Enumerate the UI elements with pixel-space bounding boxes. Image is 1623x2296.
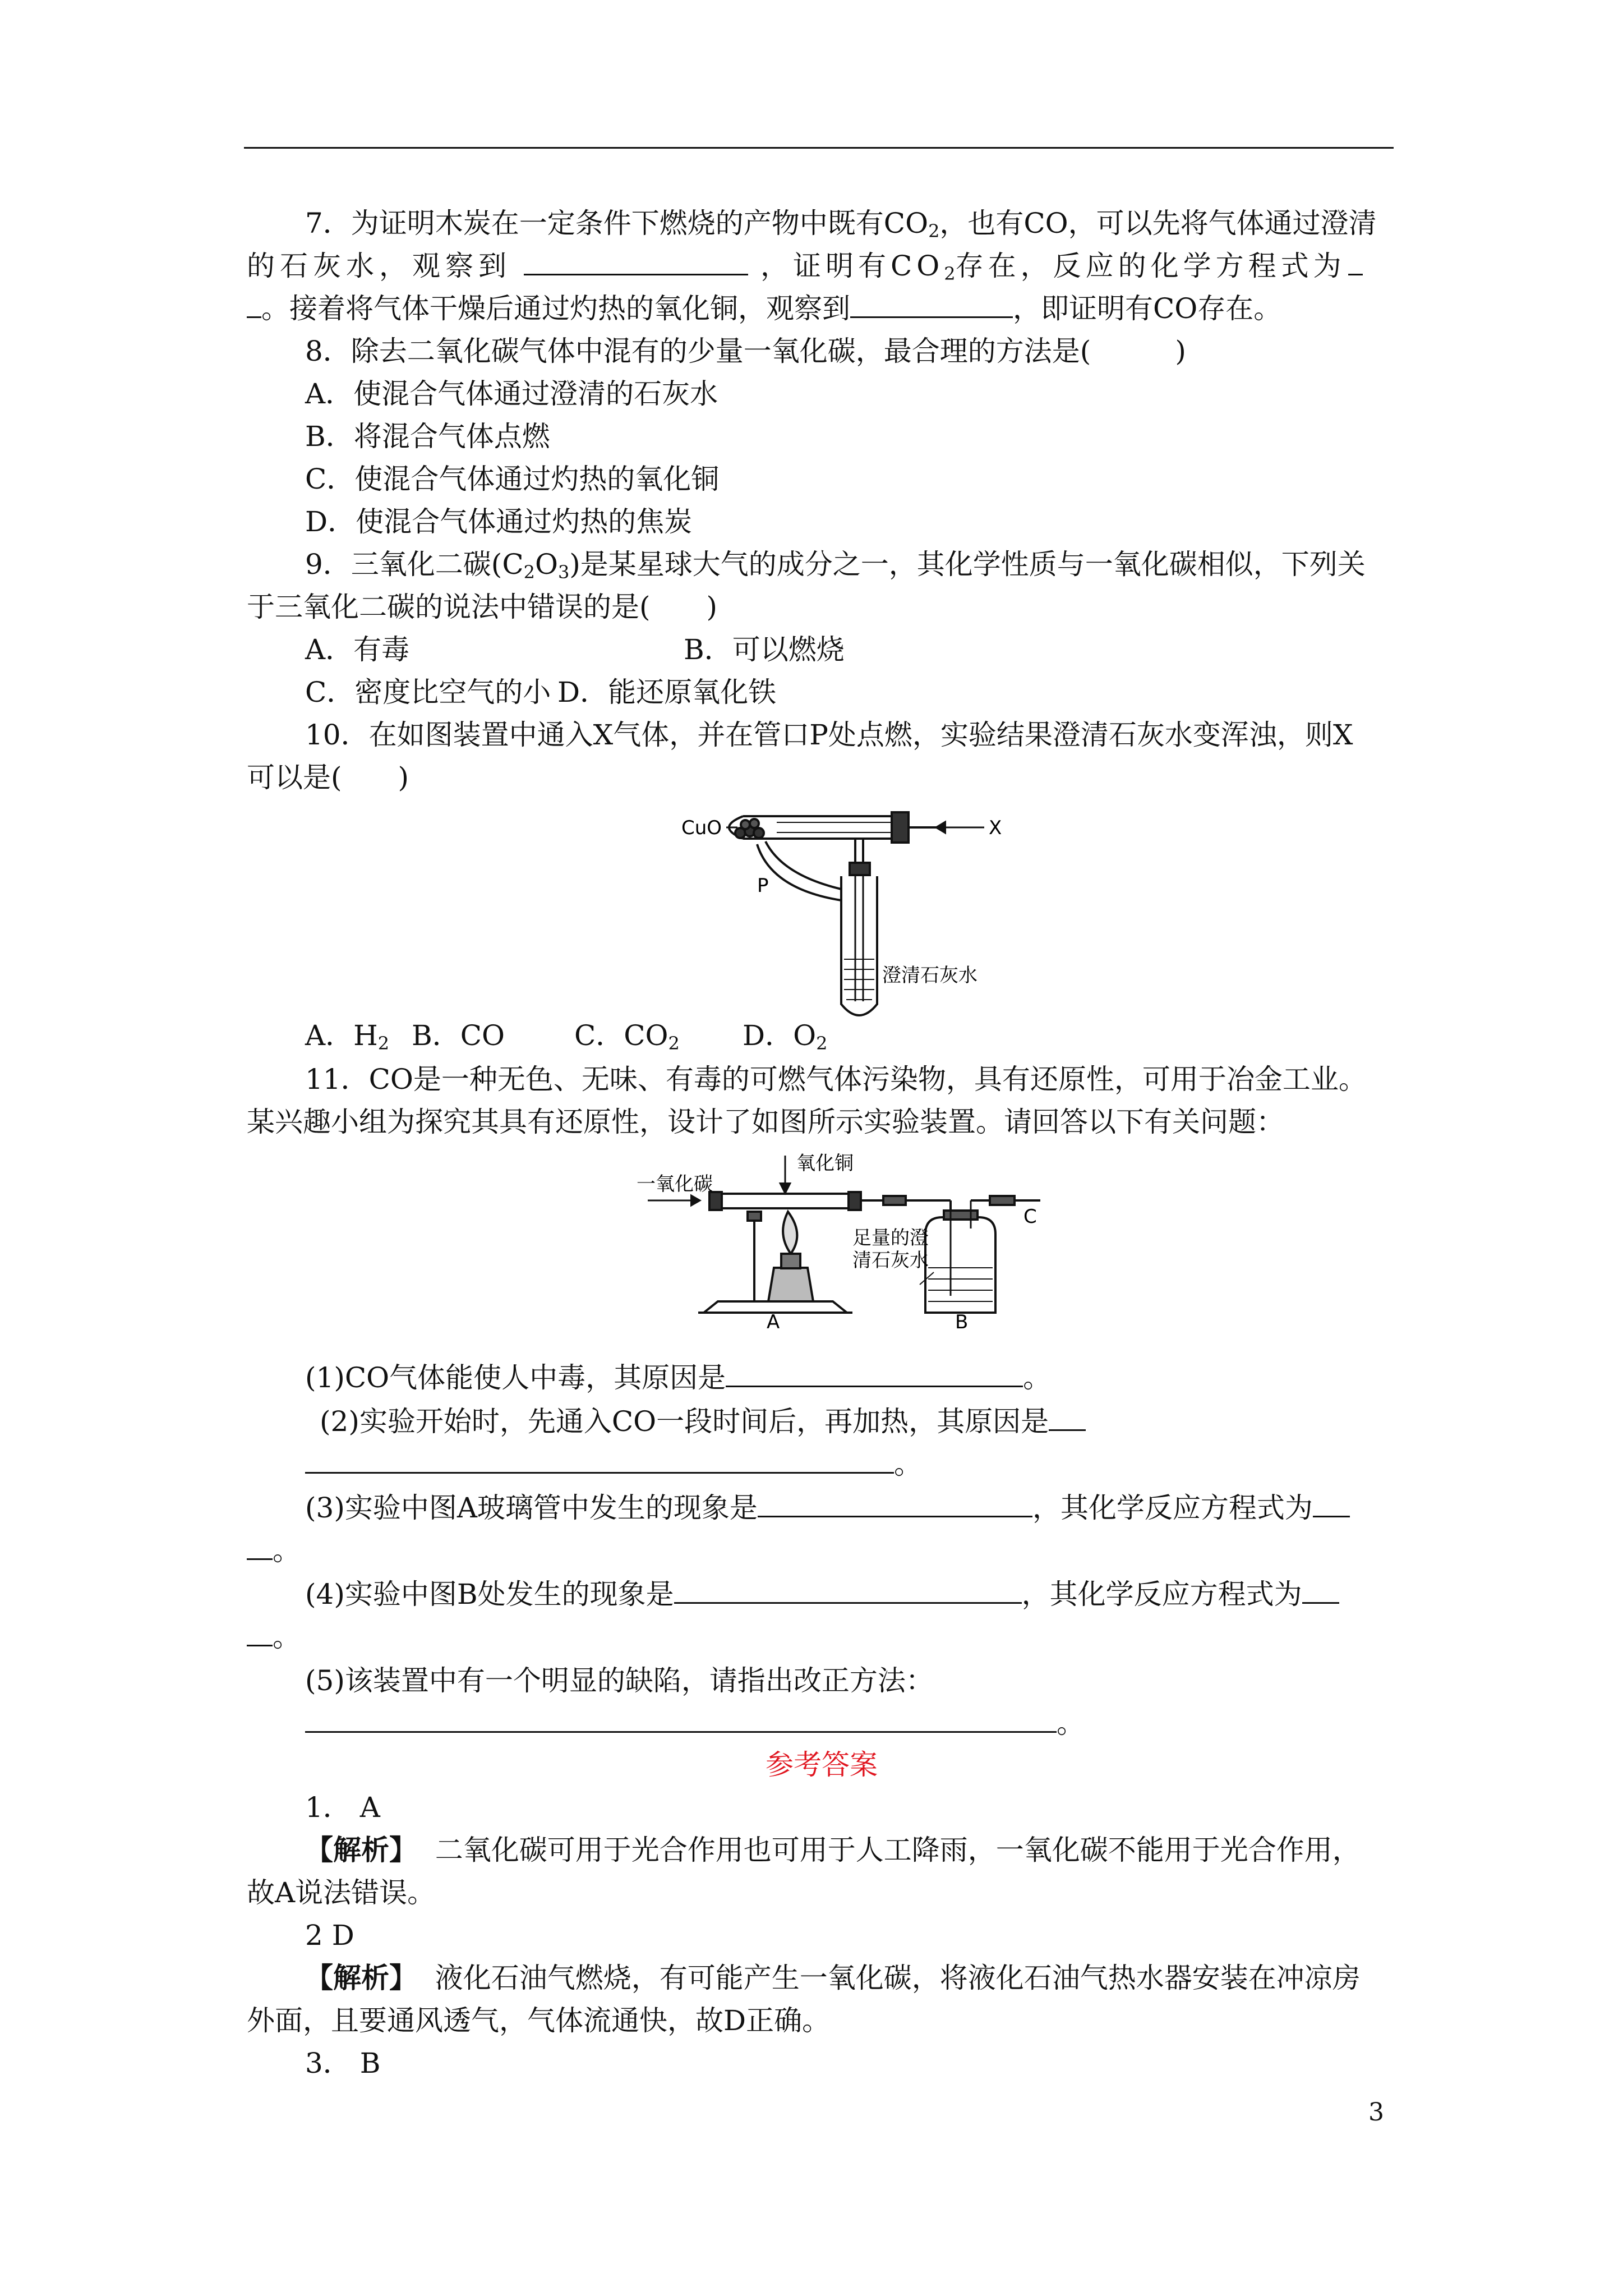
answer-1-explanation-2: 故A说法错误。 <box>247 1876 436 1909</box>
q10-stem-2: 可以是( ) <box>247 761 409 794</box>
q11-text: 。 <box>1057 1707 1085 1740</box>
q10-option-d: D．O <box>743 1019 817 1052</box>
q9-options-row-1 <box>247 629 1460 670</box>
q11-text: 。 <box>273 1534 301 1567</box>
q11-text: 。 <box>1023 1361 1052 1394</box>
answer-blank[interactable] <box>247 1620 273 1646</box>
answers-title: 参考答案 <box>766 1749 878 1781</box>
answer-blank[interactable] <box>1313 1491 1350 1517</box>
answer-blank[interactable] <box>1302 1577 1339 1604</box>
subscript: 2 <box>523 562 535 583</box>
q11-text: 。 <box>273 1621 301 1653</box>
q9-options-row-2 <box>247 672 1460 712</box>
q9-text: )是某星球大气的成分之一，其化学性质与一氧化碳相似，下列关 <box>569 548 1366 581</box>
q11-text: 。 <box>894 1448 922 1480</box>
q11-text: (1)CO气体能使人中毒，其原因是 <box>305 1361 726 1394</box>
q11-part-3-continued <box>247 1530 1402 1571</box>
label-limewater-2: 清石灰水 <box>852 1249 929 1272</box>
answer-1-explanation <box>247 1830 1460 1870</box>
label-x: X <box>989 817 1002 839</box>
q11-text: ，其化学反应方程式为 <box>1032 1492 1313 1524</box>
q9-option-d: D．能还原氧化铁 <box>557 676 777 708</box>
q11-part-3 <box>247 1488 1460 1528</box>
q9-stem-1 <box>247 544 1460 585</box>
q11-apparatus-figure <box>637 1144 1063 1329</box>
q8-stem: 8．除去二氧化碳气体中混有的少量一氧化碳，最合理的方法是( ) <box>305 335 1186 367</box>
q8-option-a: A．使混合气体通过澄清的石灰水 <box>305 378 718 410</box>
subscript: 2 <box>377 1033 390 1054</box>
q7-text: 7．为证明木炭在一定条件下燃烧的产物中既有CO <box>305 207 929 240</box>
explanation-tag: 【解析】 <box>305 1833 417 1866</box>
q10-stem-1: 10．在如图装置中通入X气体，并在管口P处点燃，实验结果澄清石灰水变浑浊，则X <box>305 719 1353 751</box>
q11-part-4 <box>247 1574 1460 1614</box>
label-carbon-monoxide: 一氧化碳 <box>637 1173 713 1195</box>
label-p: P <box>757 875 769 897</box>
answer-blank[interactable] <box>726 1361 1023 1387</box>
q10-apparatus-figure <box>681 791 1029 1032</box>
subscript: 2 <box>928 220 940 242</box>
answer-3: 3． B <box>305 2047 381 2079</box>
answer-blank[interactable] <box>1049 1405 1086 1431</box>
q10-option-b: B．CO <box>412 1019 505 1052</box>
q11-part-2-continued <box>247 1444 1460 1484</box>
q11-part-5: (5)该装置中有一个明显的缺陷，请指出改正方法： <box>305 1664 934 1697</box>
q7-text: ，即证明有CO存在。 <box>1013 292 1282 325</box>
q9-option-c: C．密度比空气的小 <box>305 676 551 708</box>
q9-option-a: A．有毒 <box>305 633 410 666</box>
q11-stem-1: 11．CO是一种无色、无味、有毒的可燃气体污染物，具有还原性，可用于冶金工业。 <box>305 1063 1367 1096</box>
label-c: C <box>1023 1205 1037 1228</box>
q11-part-1 <box>247 1358 1460 1398</box>
q11-part-2 <box>247 1401 1475 1442</box>
label-b: B <box>955 1311 969 1329</box>
q11-text: ，其化学反应方程式为 <box>1021 1578 1302 1611</box>
explanation-tag: 【解析】 <box>305 1961 417 1994</box>
label-a: A <box>767 1311 780 1329</box>
answer-2-explanation <box>247 1958 1460 1998</box>
answer-blank[interactable] <box>850 292 1013 318</box>
label-limewater-1: 足量的澄 <box>852 1227 929 1249</box>
label-copper-oxide: 氧化铜 <box>796 1152 854 1175</box>
q7-text: 的石灰水，观察到 <box>247 250 511 282</box>
answer-blank[interactable] <box>758 1491 1032 1517</box>
answer-blank[interactable] <box>1348 249 1363 275</box>
q7-text: ，也有CO，可以先将气体通过澄清 <box>939 207 1377 240</box>
answer-blank[interactable] <box>674 1577 1022 1604</box>
q10-apparatus-diagram <box>681 791 1029 1032</box>
answer-blank[interactable] <box>247 1534 273 1560</box>
explanation-text: 液化石油气燃烧，有可能产生一氧化碳，将液化石油气热水器安装在冲凉房 <box>435 1962 1361 1994</box>
q7-text: 。接着将气体干燥后通过灼热的氧化铜，观察到 <box>261 292 850 325</box>
q7-line-1 <box>247 203 1460 243</box>
q11-part-5-answer <box>247 1703 1460 1743</box>
q9-option-b: B．可以燃烧 <box>684 633 845 666</box>
q11-text: (3)实验中图A玻璃管中发生的现象是 <box>305 1492 758 1524</box>
label-cuo: CuO <box>681 817 722 839</box>
answer-blank[interactable] <box>247 292 261 318</box>
answer-blank[interactable] <box>524 249 748 275</box>
answer-blank[interactable] <box>305 1706 1057 1733</box>
q7-line-3 <box>247 288 1402 329</box>
q11-stem-2: 某兴趣小组为探究其具有还原性，设计了如图所示实验装置。请回答以下有关问题： <box>247 1106 1284 1138</box>
q7-line-2 <box>247 246 1402 286</box>
q10-options <box>247 1015 1460 1056</box>
header-rule <box>244 147 1394 149</box>
q7-text: ，证明有CO <box>760 250 944 282</box>
page-number: 3 <box>1368 2098 1384 2127</box>
q10-option-a: A．H <box>305 1019 378 1052</box>
q9-text: O <box>534 548 558 581</box>
q11-text: (2)实验开始时，先通入CO一段时间后，再加热，其原因是 <box>320 1405 1049 1438</box>
q11-apparatus-diagram <box>637 1144 1063 1329</box>
q9-text: 9．三氧化二碳(C <box>305 548 524 581</box>
answer-2-explanation-2: 外面，且要通风透气，气体流通快，故D正确。 <box>247 2004 831 2037</box>
label-limewater: 澄清石灰水 <box>882 964 978 987</box>
subscript: 3 <box>557 562 570 583</box>
subscript: 2 <box>816 1033 828 1054</box>
explanation-text: 二氧化碳可用于光合作用也可用于人工降雨，一氧化碳不能用于光合作用， <box>435 1834 1361 1866</box>
answer-1: 1． A <box>305 1791 380 1824</box>
q8-option-b: B．将混合气体点燃 <box>305 420 550 453</box>
answer-2: 2 D <box>305 1919 354 1952</box>
q8-option-d: D．使混合气体通过灼热的焦炭 <box>305 505 693 538</box>
q10-option-c: C．CO <box>574 1019 668 1052</box>
q11-part-4-continued <box>247 1617 1402 1657</box>
subscript: 2 <box>944 263 956 284</box>
answer-blank[interactable] <box>305 1447 894 1474</box>
q8-option-c: C．使混合气体通过灼热的氧化铜 <box>305 463 720 495</box>
q7-text: 存在，反应的化学方程式为 <box>955 250 1346 282</box>
q11-text: (4)实验中图B处发生的现象是 <box>305 1578 674 1611</box>
q9-stem-2: 于三氧化二碳的说法中错误的是( ) <box>247 591 718 623</box>
subscript: 2 <box>668 1033 680 1054</box>
